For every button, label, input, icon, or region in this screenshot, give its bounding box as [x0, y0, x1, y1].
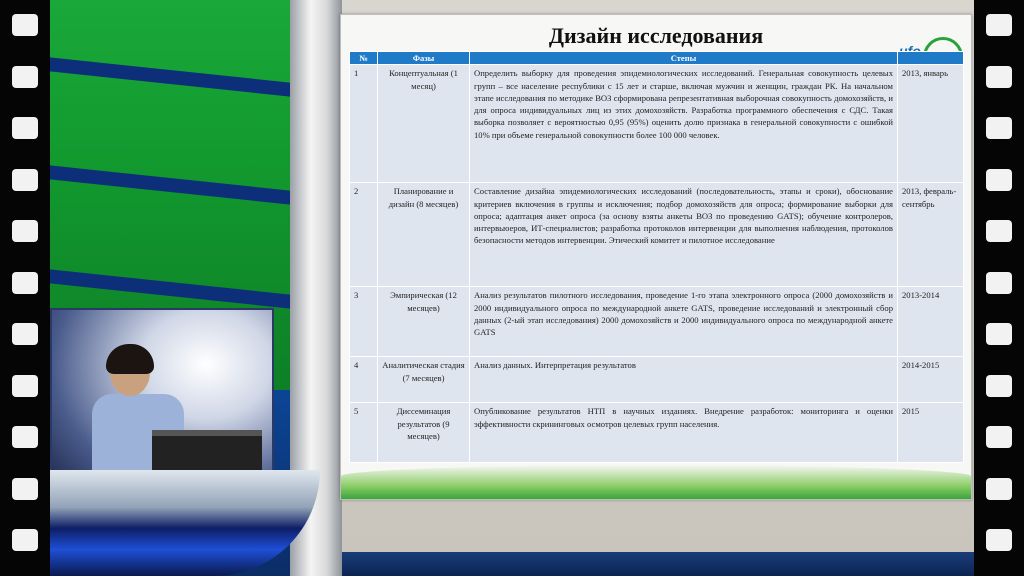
- row-dates: 2015: [898, 403, 964, 463]
- film-sprocket-hole: [12, 220, 38, 242]
- research-design-table: [349, 51, 964, 463]
- row-phase: Аналитическая стадия (7 месяцев): [378, 357, 470, 403]
- table-row: [350, 183, 964, 287]
- video-frame: [50, 0, 974, 576]
- table-row: [350, 403, 964, 463]
- studio-desk: [50, 470, 320, 576]
- film-sprocket-hole: [986, 272, 1012, 294]
- film-strip-right: [974, 0, 1024, 576]
- backdrop-stripe: [50, 269, 290, 308]
- table-header-row: [350, 52, 964, 65]
- row-steps: Определить выборку для проведения эпидемиологических исследований. Генеральная совокупность целевых групп – все население республики с 15 лет и старше, включая мужчин и женщин, граждан РК. На начальном этапе исследования по методике ВОЗ сформирована репрезентативная выборочная совокупность домохозяйств, и для опроса индивидуальных лиц из этих домохозяйств. Разработка программного обеспечения с СДС. Такая выборка позволяет с вероятностью 0,95 (95%) оценить долю признака в генеральной совокупности с ошибкой 10% при объеме генеральной совокупности более 100 000 человек.: [470, 65, 898, 183]
- studio-floor: [342, 552, 974, 576]
- table-row: [350, 357, 964, 403]
- film-sprocket-hole: [986, 117, 1012, 139]
- film-sprocket-hole: [986, 14, 1012, 36]
- row-phase: Эмпирическая (12 месяцев): [378, 287, 470, 357]
- film-sprocket-hole: [986, 375, 1012, 397]
- row-steps: Анализ результатов пилотного исследования, проведение 1-го этапа электронного опроса (2000 домохозяйств и 2000 индивидуального опроса по международной анкете GATS, проведение исследований и электронный сбор данных (2-ый этап исследования) 2000 домохозяйств и 2000 индивидуального опроса по международной анкете GATS: [470, 287, 898, 357]
- table-row: [350, 65, 964, 183]
- slide-title: Дизайн исследования: [548, 23, 764, 48]
- column-header-dates: [898, 52, 964, 65]
- row-phase: Концептуальная (1 месяц): [378, 65, 470, 183]
- row-number: 2: [350, 183, 378, 287]
- film-sprocket-hole: [986, 66, 1012, 88]
- row-dates: 2013-2014: [898, 287, 964, 357]
- column-header-steps: Степы: [470, 52, 898, 65]
- row-steps: Опубликование результатов НТП в научных изданиях. Внедрение разработок: мониторинга и оценки эффективности скрининговых осмотров целевых групп населения.: [470, 403, 898, 463]
- film-sprocket-hole: [12, 323, 38, 345]
- presentation-slide: [340, 14, 972, 500]
- speaker-hair: [106, 344, 154, 374]
- column-header-num: №: [350, 52, 378, 65]
- row-dates: 2013, февраль-сентябрь: [898, 183, 964, 287]
- slide-footer-swoosh: [341, 465, 971, 499]
- row-steps: Составление дизайна эпидемиологических исследований (последовательность, этапы и сроки), обоснование критериев включения в группы и исключения; подбор домохозяйств для опроса; формирование выборки для опроса; адаптация анкет опроса (за основу взяты анкеты ВОЗ по проведению GATS); обучение контролеров, интервьюеров, ИТ-специалистов; разработка протоколов интервенции для выполнения наблюдения, протоколов безопасности методов интервенции. Этический комитет и пилотное исследование: [470, 183, 898, 287]
- film-sprocket-hole: [986, 220, 1012, 242]
- backdrop-stripe: [50, 165, 290, 204]
- table-row: [350, 287, 964, 357]
- film-sprocket-hole: [12, 66, 38, 88]
- row-phase: Диссеминация результатов (9 месяцев): [378, 403, 470, 463]
- backdrop-stripe: [50, 57, 290, 96]
- film-sprocket-hole: [12, 272, 38, 294]
- row-number: 3: [350, 287, 378, 357]
- film-sprocket-hole: [986, 323, 1012, 345]
- row-dates: 2013, январь: [898, 65, 964, 183]
- row-number: 4: [350, 357, 378, 403]
- row-number: 1: [350, 65, 378, 183]
- film-sprocket-hole: [986, 478, 1012, 500]
- film-sprocket-hole: [12, 14, 38, 36]
- film-sprocket-hole: [986, 426, 1012, 448]
- film-sprocket-hole: [12, 169, 38, 191]
- film-sprocket-hole: [986, 169, 1012, 191]
- film-sprocket-hole: [12, 426, 38, 448]
- film-sprocket-hole: [12, 375, 38, 397]
- row-number: 5: [350, 403, 378, 463]
- film-strip-left: [0, 0, 50, 576]
- row-steps: Анализ данных. Интерпретация результатов: [470, 357, 898, 403]
- film-sprocket-hole: [986, 529, 1012, 551]
- column-header-phases: Фазы: [378, 52, 470, 65]
- film-sprocket-hole: [12, 117, 38, 139]
- film-sprocket-hole: [12, 478, 38, 500]
- film-sprocket-hole: [12, 529, 38, 551]
- speaker-video: [50, 308, 274, 494]
- row-dates: 2014-2015: [898, 357, 964, 403]
- row-phase: Планирование и дизайн (8 месяцев): [378, 183, 470, 287]
